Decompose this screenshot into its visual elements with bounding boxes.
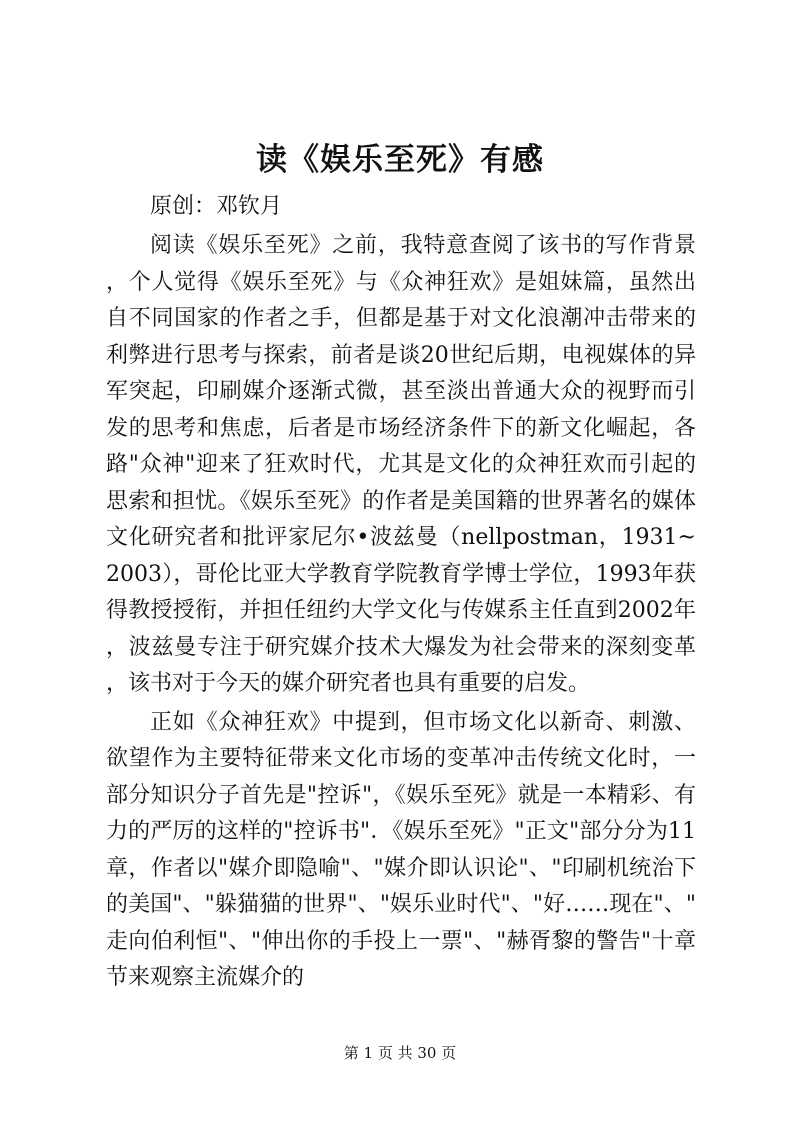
page-number-footer: 第 1 页 共 30 页 [343,1044,457,1062]
paragraph: 正如《众神狂欢》中提到，但市场文化以新奇、刺激、欲望作为主要特征带来文化市场的变革冲击传统文化时，一部分知识分子首先是"控诉"，《娱乐至死》就是一本精彩、有力的严厉的这样的"控诉书"．《娱乐至死》"正文"部分分为11章，作者以"媒介即隐喻"、"媒介即认识论"、"印刷机统治下的美国"、"躲猫猫的世界"、"娱乐业时代"、"好……现在"、"走向伯利恒"、"伸出你的手投上一票"、"赫胥黎的警告"十章节来观察主流媒介的 [106,709,696,990]
paragraph: 阅读《娱乐至死》之前，我特意查阅了该书的写作背景，个人觉得《娱乐至死》与《众神狂欢》是姐妹篇，虽然出自不同国家的作者之手，但都是基于对文化浪潮冲击带来的利弊进行思考与探索，前者是谈20世纪后期，电视媒体的异军突起，印刷媒介逐渐式微，甚至淡出普通大众的视野而引发的思考和焦虑，后者是市场经济条件下的新文化崛起，各路"众神"迎来了狂欢时代，尤其是文化的众神狂欢而引起的思索和担忧。《娱乐至死》的作者是美国籍的世界著名的媒体文化研究者和批评家尼尔•波兹曼（nellpostman，1931~2003），哥伦比亚大学教育学院教育学博士学位，1993年获得教授授衔，并担任纽约大学文化与传媒系主任直到2002年，波兹曼专注于研究媒介技术大爆发为社会带来的深刻变革，该书对于今天的媒介研究者也具有重要的启发。 [106,233,696,696]
author-line: 原创：邓钦月 [150,194,283,219]
document-title: 读《娱乐至死》有感 [256,142,544,178]
document-body [106,228,696,997]
